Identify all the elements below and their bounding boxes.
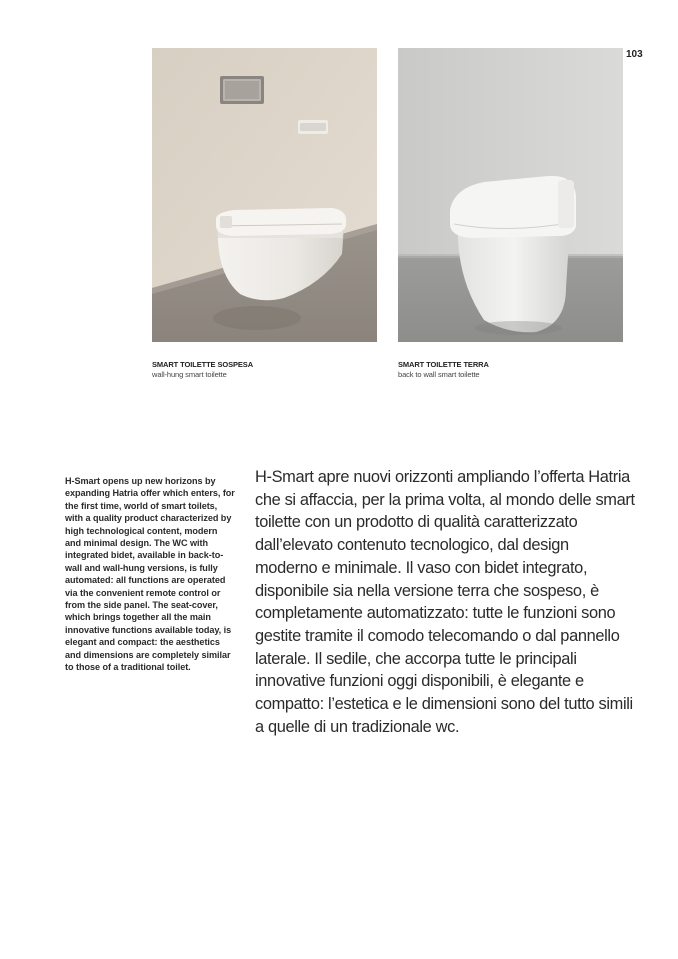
caption-back-to-wall	[398, 360, 628, 380]
caption-wall-hung	[152, 360, 382, 380]
back-to-wall-toilet-photo	[398, 48, 623, 342]
caption-subtitle: back to wall smart toilette	[398, 370, 480, 379]
page-number: 103	[626, 49, 643, 60]
caption-title: SMART TOILETTE SOSPESA	[152, 360, 254, 369]
italian-description: H-Smart apre nuovi orizzonti ampliando l’offerta Hatria che si affaccia, per la prima volta, al mondo delle smart toilette con un prodotto di qualità caratterizzato dall’elevato contenuto tecnologico, dal design moderno e minimale. Il vaso con bidet integrato, disponibile sia nella versione terra che sospeso, è completamente automatizzato: tutte le funzioni sono gestite tramite il comodo telecomando o dal pannello laterale. Il sedile, che accorpa tutte le principali innovative funzioni oggi disponibili, è elegante e compatto: l’estetica e le dimensioni sono del tutto simili a quelle di un tradizionale wc.	[255, 468, 635, 736]
caption-subtitle: wall-hung smart toilette	[152, 370, 227, 379]
back-to-wall-toilet-image	[398, 48, 623, 342]
wall-hung-toilet-photo	[152, 48, 377, 342]
wall-hung-toilet-image	[152, 48, 377, 342]
english-description: H-Smart opens up new horizons by expanding Hatria offer which enters, for the first time, world of smart toilets, with a quality product characterized by high technological content, modern and minimal design. The WC with integrated bidet, available in back-to-wall and wall-hung versions, is fully automated: all functions are operated via the convenient remote control or from the side panel. The seat-cover, which brings together all the main innovative functions available today, is elegant and compact: the aesthetics and dimensions are completely similar to those of a traditional toilet.	[65, 476, 235, 673]
caption-title: SMART TOILETTE TERRA	[398, 360, 489, 369]
